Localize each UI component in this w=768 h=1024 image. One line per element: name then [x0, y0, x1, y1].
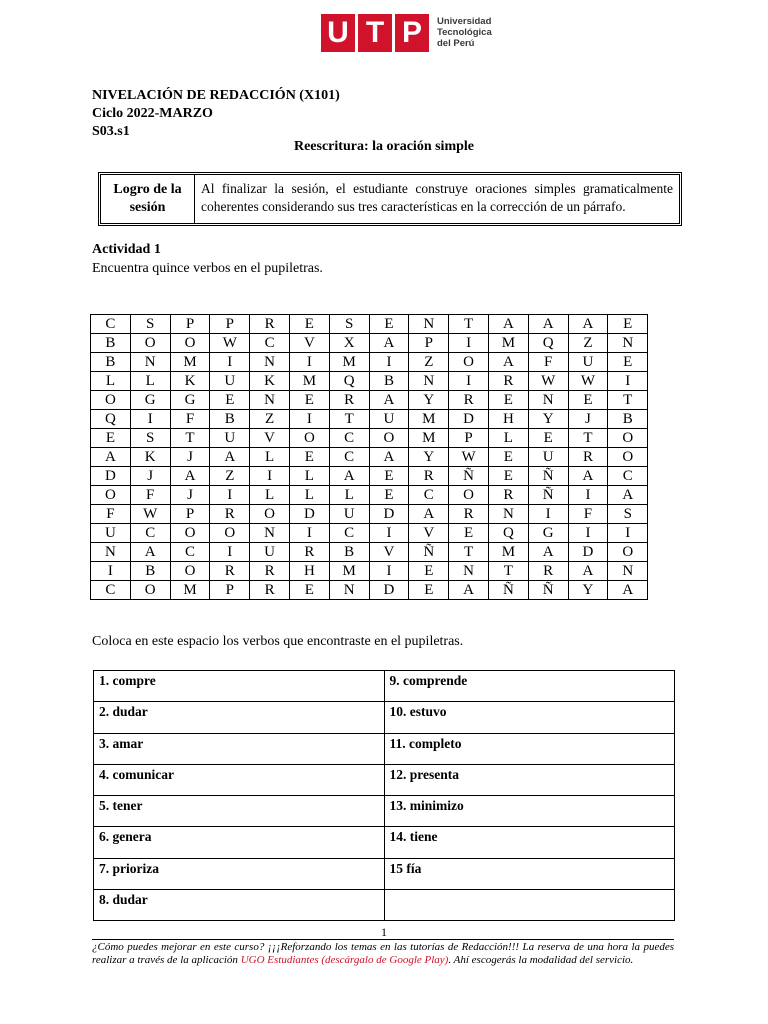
grid-cell[interactable]: E — [488, 448, 528, 467]
grid-cell[interactable]: E — [568, 391, 608, 410]
grid-cell[interactable]: S — [608, 505, 648, 524]
grid-cell[interactable]: A — [528, 543, 568, 562]
grid-cell[interactable]: E — [289, 581, 329, 600]
grid-cell[interactable]: V — [369, 543, 409, 562]
grid-cell[interactable]: D — [568, 543, 608, 562]
grid-cell[interactable]: Z — [568, 334, 608, 353]
grid-cell[interactable]: I — [250, 467, 290, 486]
page-number: 1 — [381, 925, 387, 939]
footnote-text: ¿Cómo puedes mejorar en este curso? ¡¡¡Reforzando los temas en las tutorías de Redacción!!! La reserva de una hora la puedes realizar a través de la aplicación — [92, 941, 674, 966]
grid-cell[interactable]: B — [91, 334, 131, 353]
table-row — [94, 764, 675, 795]
grid-cell[interactable]: N — [130, 353, 170, 372]
grid-cell[interactable]: E — [369, 315, 409, 334]
grid-cell[interactable]: A — [449, 581, 489, 600]
grid-cell[interactable]: Y — [409, 391, 449, 410]
grid-cell[interactable]: N — [608, 334, 648, 353]
grid-cell[interactable]: N — [250, 353, 290, 372]
grid-cell[interactable]: T — [449, 315, 489, 334]
grid-cell[interactable]: F — [528, 353, 568, 372]
footnote-text-end: . Ahí escogerás la modalidad del servicio. — [448, 954, 634, 966]
grid-cell[interactable]: R — [528, 562, 568, 581]
grid-row — [91, 391, 648, 410]
grid-cell[interactable]: P — [449, 429, 489, 448]
grid-cell[interactable]: R — [568, 448, 608, 467]
grid-row — [91, 524, 648, 543]
grid-cell[interactable]: E — [409, 581, 449, 600]
grid-cell[interactable]: B — [369, 372, 409, 391]
grid-cell[interactable]: I — [369, 353, 409, 372]
grid-cell[interactable]: S — [329, 315, 369, 334]
grid-cell[interactable]: A — [369, 391, 409, 410]
grid-cell[interactable]: I — [369, 524, 409, 543]
grid-cell[interactable]: D — [289, 505, 329, 524]
grid-cell[interactable]: D — [449, 410, 489, 429]
grid-cell[interactable]: O — [170, 334, 210, 353]
footnote — [92, 941, 674, 967]
grid-cell[interactable]: I — [449, 372, 489, 391]
grid-cell[interactable]: Q — [329, 372, 369, 391]
grid-cell[interactable]: N — [409, 315, 449, 334]
grid-cell[interactable]: U — [91, 524, 131, 543]
grid-cell[interactable]: N — [409, 372, 449, 391]
grid-cell[interactable]: P — [170, 505, 210, 524]
grid-cell[interactable]: A — [130, 543, 170, 562]
grid-cell[interactable]: I — [528, 505, 568, 524]
grid-cell[interactable]: S — [130, 429, 170, 448]
answer-cell[interactable]: 11. completo — [384, 733, 675, 764]
grid-cell[interactable]: E — [369, 486, 409, 505]
logo-letter-t: T — [358, 14, 392, 52]
logo-letter-u: U — [321, 14, 355, 52]
grid-cell[interactable]: Ñ — [409, 543, 449, 562]
grid-cell[interactable]: C — [91, 581, 131, 600]
grid-cell[interactable]: L — [488, 429, 528, 448]
grid-cell[interactable]: I — [608, 372, 648, 391]
grid-cell[interactable]: C — [409, 486, 449, 505]
answer-cell[interactable] — [384, 890, 675, 921]
grid-cell[interactable]: M — [170, 581, 210, 600]
grid-cell[interactable]: H — [488, 410, 528, 429]
grid-cell[interactable]: I — [91, 562, 131, 581]
grid-cell[interactable]: D — [369, 505, 409, 524]
grid-cell[interactable]: C — [608, 467, 648, 486]
grid-cell[interactable]: L — [329, 486, 369, 505]
logro-box — [100, 174, 680, 224]
grid-cell[interactable]: M — [409, 410, 449, 429]
grid-cell[interactable]: U — [250, 543, 290, 562]
grid-cell[interactable]: A — [608, 581, 648, 600]
grid-cell[interactable]: E — [289, 315, 329, 334]
page-subtitle: Reescritura: la oración simple — [293, 139, 474, 154]
grid-cell[interactable]: R — [210, 505, 250, 524]
grid-cell[interactable]: R — [488, 486, 528, 505]
grid-cell[interactable]: C — [329, 448, 369, 467]
table-row — [94, 796, 675, 827]
grid-cell[interactable]: R — [449, 391, 489, 410]
grid-cell[interactable]: E — [91, 429, 131, 448]
grid-cell[interactable]: J — [130, 467, 170, 486]
grid-cell[interactable]: J — [170, 448, 210, 467]
grid-cell[interactable]: E — [608, 353, 648, 372]
grid-row — [91, 543, 648, 562]
grid-row — [91, 581, 648, 600]
logro-text: Al finalizar la sesión, el estudiante construye oraciones simples gramaticalmente coherentes considerando sus tres características en la corrección de un párrafo. — [201, 181, 673, 214]
footnote-divider — [92, 939, 674, 940]
grid-cell[interactable]: I — [210, 353, 250, 372]
grid-cell[interactable]: F — [170, 410, 210, 429]
footnote-app-link[interactable]: UGO Estudiantes (descárgalo de Google Play) — [240, 954, 449, 966]
grid-cell[interactable]: F — [130, 486, 170, 505]
grid-row — [91, 562, 648, 581]
grid-cell[interactable]: S — [130, 315, 170, 334]
answer-cell[interactable]: 3. amar — [94, 733, 385, 764]
answer-cell[interactable]: 10. estuvo — [384, 702, 675, 733]
grid-cell[interactable]: E — [289, 448, 329, 467]
grid-cell[interactable]: M — [329, 353, 369, 372]
grid-cell[interactable]: B — [130, 562, 170, 581]
grid-cell[interactable]: X — [329, 334, 369, 353]
university-name-line: Tecnológica — [437, 27, 492, 38]
grid-cell[interactable]: P — [409, 334, 449, 353]
grid-cell[interactable]: K — [130, 448, 170, 467]
grid-cell[interactable]: K — [250, 372, 290, 391]
grid-cell[interactable]: M — [170, 353, 210, 372]
grid-cell[interactable]: M — [488, 543, 528, 562]
grid-cell[interactable]: O — [608, 429, 648, 448]
grid-cell[interactable]: L — [289, 467, 329, 486]
grid-cell[interactable]: E — [488, 391, 528, 410]
grid-cell[interactable]: O — [130, 334, 170, 353]
table-row — [94, 827, 675, 858]
grid-cell[interactable]: R — [409, 467, 449, 486]
grid-cell[interactable]: A — [170, 467, 210, 486]
grid-cell[interactable]: W — [130, 505, 170, 524]
grid-cell[interactable]: A — [369, 448, 409, 467]
grid-cell[interactable]: Y — [528, 410, 568, 429]
grid-cell[interactable]: E — [528, 429, 568, 448]
grid-cell[interactable]: E — [289, 391, 329, 410]
grid-cell[interactable]: I — [568, 524, 608, 543]
grid-cell[interactable]: Ñ — [528, 467, 568, 486]
grid-cell[interactable]: B — [608, 410, 648, 429]
grid-cell[interactable]: R — [250, 581, 290, 600]
grid-cell[interactable]: G — [170, 391, 210, 410]
grid-cell[interactable]: N — [329, 581, 369, 600]
answer-cell[interactable]: 1. compre — [94, 671, 385, 702]
grid-cell[interactable]: U — [528, 448, 568, 467]
grid-cell[interactable]: N — [449, 562, 489, 581]
grid-cell[interactable]: L — [91, 372, 131, 391]
grid-cell[interactable]: A — [568, 562, 608, 581]
grid-cell[interactable]: N — [250, 524, 290, 543]
placement-instruction: Coloca en este espacio los verbos que encontraste en el pupiletras. — [92, 634, 464, 649]
answers-table — [93, 670, 675, 921]
grid-cell[interactable]: B — [329, 543, 369, 562]
grid-cell[interactable]: E — [369, 467, 409, 486]
grid-cell[interactable]: U — [210, 429, 250, 448]
answer-cell[interactable]: 9. comprende — [384, 671, 675, 702]
grid-cell[interactable]: L — [130, 372, 170, 391]
grid-row — [91, 486, 648, 505]
grid-cell[interactable]: C — [170, 543, 210, 562]
grid-cell[interactable]: V — [289, 334, 329, 353]
grid-cell[interactable]: K — [170, 372, 210, 391]
grid-cell[interactable]: I — [289, 524, 329, 543]
grid-cell[interactable]: A — [608, 486, 648, 505]
grid-cell[interactable]: T — [568, 429, 608, 448]
grid-cell[interactable]: I — [449, 334, 489, 353]
grid-cell[interactable]: Z — [210, 467, 250, 486]
grid-cell[interactable]: W — [210, 334, 250, 353]
grid-cell[interactable]: M — [409, 429, 449, 448]
grid-row — [91, 353, 648, 372]
grid-cell[interactable]: O — [449, 486, 489, 505]
grid-cell[interactable]: M — [289, 372, 329, 391]
grid-cell[interactable]: E — [210, 391, 250, 410]
grid-cell[interactable]: O — [369, 429, 409, 448]
grid-cell[interactable]: J — [568, 410, 608, 429]
grid-cell[interactable]: P — [210, 315, 250, 334]
grid-cell[interactable]: R — [449, 505, 489, 524]
answer-cell[interactable]: 2. dudar — [94, 702, 385, 733]
table-row — [94, 671, 675, 702]
grid-cell[interactable]: R — [250, 562, 290, 581]
grid-cell[interactable]: M — [329, 562, 369, 581]
grid-cell[interactable]: Ñ — [528, 486, 568, 505]
cycle-label: Ciclo 2022-MARZO — [92, 106, 213, 121]
grid-cell[interactable]: N — [250, 391, 290, 410]
grid-cell[interactable]: O — [210, 524, 250, 543]
grid-cell[interactable]: O — [170, 562, 210, 581]
grid-cell[interactable]: F — [91, 505, 131, 524]
grid-row — [91, 448, 648, 467]
grid-cell[interactable]: M — [488, 334, 528, 353]
university-name — [437, 16, 517, 49]
grid-cell[interactable]: O — [608, 448, 648, 467]
activity-title: Actividad 1 — [92, 242, 161, 257]
grid-cell[interactable]: T — [170, 429, 210, 448]
university-name-line: Universidad — [437, 16, 492, 27]
grid-cell[interactable]: A — [91, 448, 131, 467]
grid-cell[interactable]: Ñ — [528, 581, 568, 600]
grid-cell[interactable]: R — [329, 391, 369, 410]
grid-cell[interactable]: Ñ — [488, 581, 528, 600]
grid-cell[interactable]: C — [329, 524, 369, 543]
grid-cell[interactable]: W — [568, 372, 608, 391]
word-search-grid — [90, 314, 648, 600]
grid-cell[interactable]: W — [449, 448, 489, 467]
grid-cell[interactable]: V — [250, 429, 290, 448]
grid-cell[interactable]: O — [91, 486, 131, 505]
grid-cell[interactable]: D — [91, 467, 131, 486]
grid-cell[interactable]: L — [289, 486, 329, 505]
grid-cell[interactable]: U — [329, 505, 369, 524]
grid-cell[interactable]: A — [210, 448, 250, 467]
grid-cell[interactable]: C — [130, 524, 170, 543]
grid-cell[interactable]: T — [608, 391, 648, 410]
grid-row — [91, 467, 648, 486]
grid-cell[interactable]: O — [170, 524, 210, 543]
grid-cell[interactable]: L — [250, 486, 290, 505]
grid-cell[interactable]: H — [289, 562, 329, 581]
table-row — [94, 858, 675, 889]
grid-row — [91, 372, 648, 391]
grid-cell[interactable]: Q — [91, 410, 131, 429]
grid-cell[interactable]: U — [568, 353, 608, 372]
grid-cell[interactable]: O — [449, 353, 489, 372]
grid-cell[interactable]: O — [289, 429, 329, 448]
grid-cell[interactable]: A — [568, 467, 608, 486]
grid-cell[interactable]: C — [91, 315, 131, 334]
grid-cell[interactable]: E — [608, 315, 648, 334]
grid-cell[interactable]: B — [210, 410, 250, 429]
answer-cell[interactable]: 8. dudar — [94, 890, 385, 921]
grid-cell[interactable]: L — [250, 448, 290, 467]
grid-cell[interactable]: R — [289, 543, 329, 562]
grid-row — [91, 334, 648, 353]
grid-cell[interactable]: P — [170, 315, 210, 334]
grid-row — [91, 429, 648, 448]
grid-cell[interactable]: R — [488, 372, 528, 391]
grid-cell[interactable]: F — [568, 505, 608, 524]
grid-cell[interactable]: Q — [488, 524, 528, 543]
grid-cell[interactable]: A — [528, 315, 568, 334]
grid-cell[interactable]: O — [91, 391, 131, 410]
grid-cell[interactable]: G — [528, 524, 568, 543]
grid-cell[interactable]: A — [369, 334, 409, 353]
grid-cell[interactable]: Z — [250, 410, 290, 429]
table-row — [94, 733, 675, 764]
grid-cell[interactable]: R — [250, 315, 290, 334]
grid-cell[interactable]: R — [210, 562, 250, 581]
grid-cell[interactable]: A — [488, 315, 528, 334]
grid-cell[interactable]: O — [608, 543, 648, 562]
utp-logo — [321, 14, 501, 52]
grid-cell[interactable]: I — [608, 524, 648, 543]
grid-cell[interactable]: T — [329, 410, 369, 429]
grid-cell[interactable]: I — [568, 486, 608, 505]
grid-cell[interactable]: Q — [528, 334, 568, 353]
answer-cell[interactable]: 14. tiene — [384, 827, 675, 858]
answer-cell[interactable]: 12. presenta — [384, 764, 675, 795]
session-label: S03.s1 — [92, 124, 130, 139]
grid-cell[interactable]: U — [369, 410, 409, 429]
grid-cell[interactable]: E — [449, 524, 489, 543]
grid-cell[interactable]: I — [210, 486, 250, 505]
grid-cell[interactable]: A — [488, 353, 528, 372]
activity-instruction: Encuentra quince verbos en el pupiletras. — [92, 261, 323, 276]
grid-cell[interactable]: I — [289, 353, 329, 372]
answer-cell[interactable]: 6. genera — [94, 827, 385, 858]
grid-cell[interactable]: A — [568, 315, 608, 334]
table-row — [94, 890, 675, 921]
grid-cell[interactable]: N — [488, 505, 528, 524]
grid-cell[interactable]: G — [130, 391, 170, 410]
grid-cell[interactable]: U — [210, 372, 250, 391]
grid-cell[interactable]: E — [409, 562, 449, 581]
grid-cell[interactable]: N — [528, 391, 568, 410]
grid-cell[interactable]: I — [289, 410, 329, 429]
logo-letter-p: P — [395, 14, 429, 52]
grid-cell[interactable]: Z — [409, 353, 449, 372]
grid-cell[interactable]: J — [170, 486, 210, 505]
answer-cell[interactable]: 15 fía — [384, 858, 675, 889]
grid-cell[interactable]: O — [250, 505, 290, 524]
grid-cell[interactable]: I — [130, 410, 170, 429]
grid-row — [91, 315, 648, 334]
grid-cell[interactable]: P — [210, 581, 250, 600]
grid-cell[interactable]: B — [91, 353, 131, 372]
grid-cell[interactable]: W — [528, 372, 568, 391]
grid-row — [91, 410, 648, 429]
grid-cell[interactable]: D — [369, 581, 409, 600]
answer-cell[interactable]: 13. minimizo — [384, 796, 675, 827]
grid-cell[interactable]: A — [409, 505, 449, 524]
grid-cell[interactable]: N — [608, 562, 648, 581]
grid-cell[interactable]: O — [130, 581, 170, 600]
grid-cell[interactable]: I — [210, 543, 250, 562]
grid-cell[interactable]: Y — [568, 581, 608, 600]
answer-cell[interactable]: 7. prioriza — [94, 858, 385, 889]
table-row — [94, 702, 675, 733]
grid-cell[interactable]: T — [449, 543, 489, 562]
grid-cell[interactable]: I — [369, 562, 409, 581]
logro-label: Logro de la sesión — [101, 175, 195, 223]
grid-cell[interactable]: A — [329, 467, 369, 486]
grid-cell[interactable]: Y — [409, 448, 449, 467]
grid-cell[interactable]: V — [409, 524, 449, 543]
answer-cell[interactable]: 5. tener — [94, 796, 385, 827]
grid-row — [91, 505, 648, 524]
grid-cell[interactable]: N — [91, 543, 131, 562]
grid-cell[interactable]: Ñ — [449, 467, 489, 486]
university-name-line: del Perú — [437, 38, 475, 49]
course-title: NIVELACIÓN DE REDACCIÓN (X101) — [92, 88, 340, 103]
grid-cell[interactable]: T — [488, 562, 528, 581]
grid-cell[interactable]: E — [488, 467, 528, 486]
grid-cell[interactable]: C — [329, 429, 369, 448]
grid-cell[interactable]: C — [250, 334, 290, 353]
answer-cell[interactable]: 4. comunicar — [94, 764, 385, 795]
